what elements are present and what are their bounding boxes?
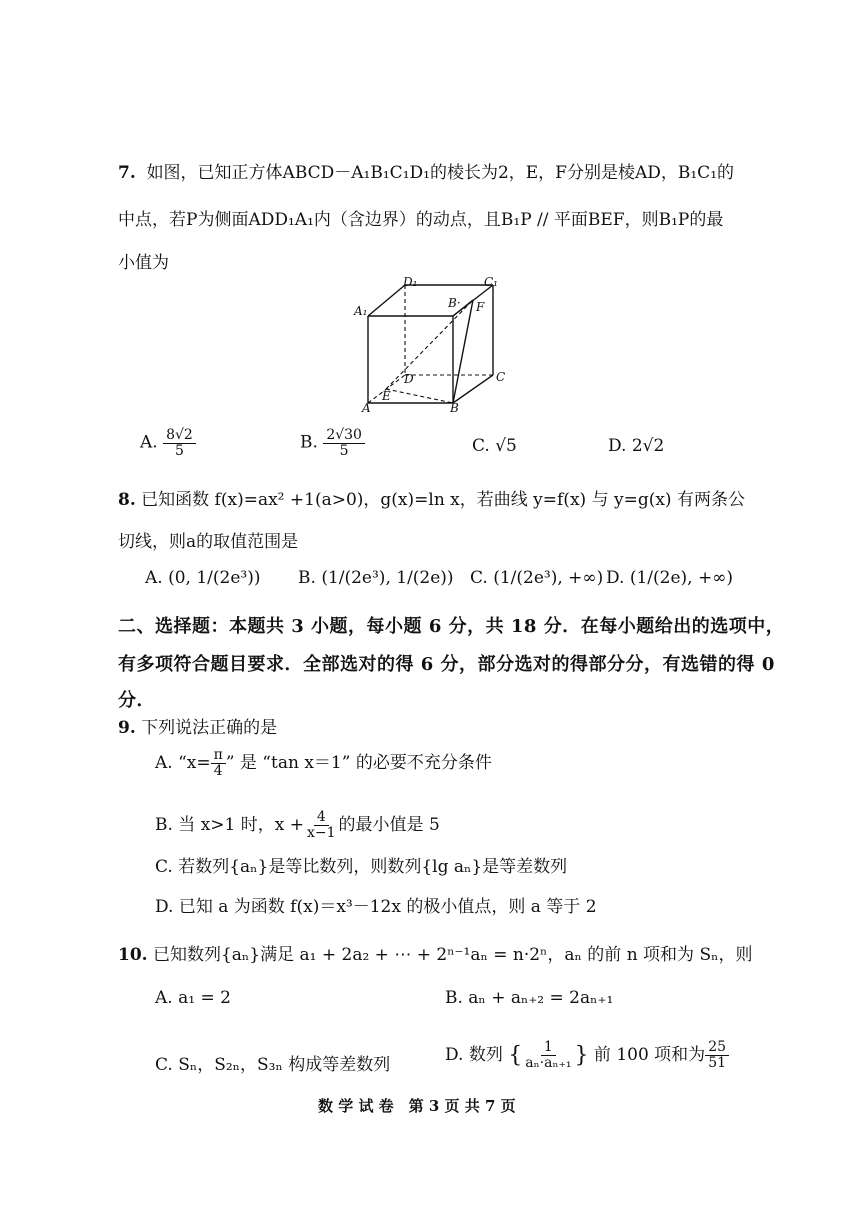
q7-option-a: A. $\frac{8√2}{5}$ xyxy=(140,428,196,458)
q8-option-c: C. (1/(2e³), +∞) xyxy=(470,568,604,588)
q10-option-b: B. aₙ + aₙ₊₂ = 2aₙ₊₁ xyxy=(445,988,614,1008)
q8-stem-line2: 切线，则a的取值范围是 xyxy=(118,532,299,552)
section2-line2: 有多项符合题目要求．全部选对的得 6 分，部分选对的得部分分，有选错的得 0 xyxy=(118,654,775,675)
q7-option-c: C. √5 xyxy=(472,436,517,456)
label-A1: A₁ xyxy=(354,304,368,318)
q8-option-b: B. (1/(2e³), 1/(2e)) xyxy=(298,568,454,588)
q7-stem-line2: 中点，若P为侧面ADD₁A₁内（含边界）的动点，且B₁P // 平面BEF，则B₁P的最 xyxy=(118,210,724,230)
q9-option-c: C. 若数列{aₙ}是等比数列，则数列{lg aₙ}是等差数列 xyxy=(155,857,568,877)
q10-number: 10. xyxy=(118,945,148,965)
q7-option-b: B. $\frac{2√30}{5}$ xyxy=(300,428,365,458)
q9-number: 9. xyxy=(118,718,136,738)
q8-stem-line1: 8. 已知函数 f(x)=ax² +1(a>0)，g(x)=ln x，若曲线 y=f(x) 与 y=g(x) 有两条公 xyxy=(118,490,745,510)
label-D: D xyxy=(404,372,414,386)
q8-option-d: D. (1/(2e), +∞) xyxy=(606,568,734,588)
q9-option-a: A. “x= $\frac{\pi}{4}$ ” 是 “tan x＝1” 的必要不充分条件 xyxy=(155,747,492,779)
q7-stem-line3: 小值为 xyxy=(118,253,169,273)
label-D1: D₁ xyxy=(403,275,418,289)
q9-option-d: D. 已知 a 为函数 f(x)＝x³－12x 的极小值点，则 a 等于 2 xyxy=(155,897,597,917)
q7-text1: 如图，已知正方体ABCD－A₁B₁C₁D₁的棱长为2，E，F分别是棱AD，B₁C₁的 xyxy=(146,163,735,183)
label-E: E xyxy=(382,389,391,403)
q8-option-a: A. (0, 1/(2e³)) xyxy=(145,568,261,588)
q10-stem: 10. 已知数列{aₙ}满足 a₁ + 2a₂ + ⋯ + 2ⁿ⁻¹aₙ = n·2ⁿ，aₙ 的前 n 项和为 Sₙ，则 xyxy=(118,945,753,965)
q7-stem-line1 xyxy=(118,158,734,183)
q10-option-a: A. a₁ = 2 xyxy=(155,988,231,1008)
label-A: A xyxy=(362,401,371,415)
label-B: B xyxy=(450,401,459,415)
q8-number: 8. xyxy=(118,490,136,510)
q9-option-b: B. 当 x>1 时，x + $\frac{4}{x-1}$ 的最小值是 5 xyxy=(155,809,440,841)
label-C: C xyxy=(496,370,506,384)
section2-line3: 分． xyxy=(118,690,155,711)
page-footer: 数 学 试 卷 第 3 页 共 7 页 xyxy=(318,1097,516,1115)
q10-option-c: C. Sₙ，S₂ₙ，S₃ₙ 构成等差数列 xyxy=(155,1055,391,1075)
label-F: F xyxy=(476,300,485,314)
section2-line1: 二、选择题：本题共 3 小题，每小题 6 分，共 18 分．在每小题给出的选项中， xyxy=(118,616,785,637)
cube-figure xyxy=(350,272,520,420)
q10-option-d: D. 数列 { $\frac{1}{\text{aₙ·aₙ₊₁}}$ } 前 100 项和为 $\frac{25}{51}$ xyxy=(445,1040,729,1071)
q7-number: 7. xyxy=(118,163,136,183)
q9-stem: 9. 下列说法正确的是 xyxy=(118,718,278,738)
label-B1: B· xyxy=(448,296,461,310)
q7-option-d: D. 2√2 xyxy=(608,436,665,456)
label-C1: C₁ xyxy=(484,275,498,289)
